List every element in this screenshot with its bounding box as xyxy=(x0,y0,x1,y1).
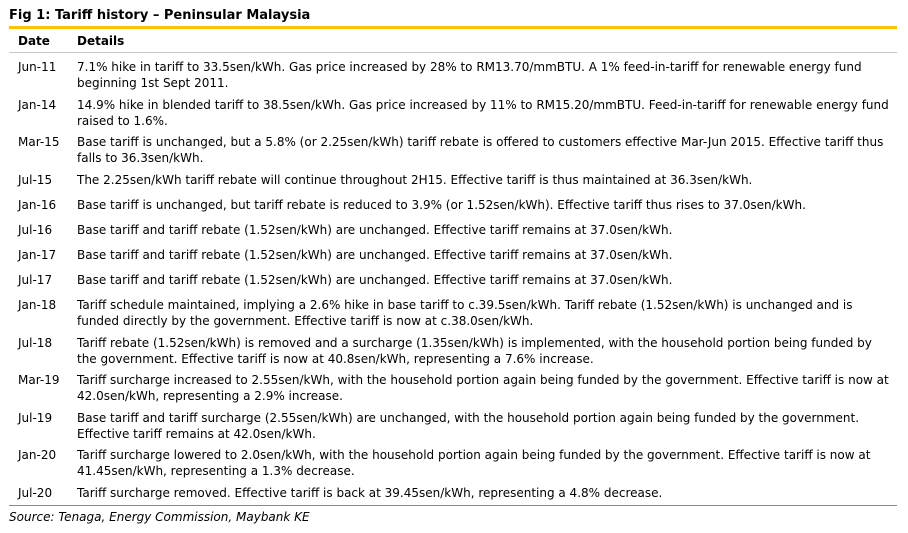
row-details: Tariff schedule maintained, implying a 2.6% hike in base tariff to c.39.5sen/kWh. Tariff rebate (1.52sen/kWh) is unchanged and is funded directly by the government. Effective tariff is now at c.38.0sen/kWh. xyxy=(77,298,853,328)
row-details: Tariff surcharge removed. Effective tariff is back at 39.45sen/kWh, representing a 4.8% decrease. xyxy=(77,486,663,500)
row-date: Jul-16 xyxy=(18,223,53,237)
row-details: 14.9% hike in blended tariff to 38.5sen/kWh. Gas price increased by 11% to RM15.20/mmBTU. Feed-in-tariff for renewable energy fund raised to 1.6%. xyxy=(77,98,889,128)
row-date: Jan-16 xyxy=(18,198,57,212)
row-details: Base tariff is unchanged, but tariff rebate is reduced to 3.9% (or 1.52sen/kWh). Effective tariff thus rises to 37.0sen/kWh. xyxy=(77,198,806,212)
row-date: Jan-14 xyxy=(18,98,57,112)
row-date: Jul-17 xyxy=(18,273,53,287)
row-details: Base tariff and tariff rebate (1.52sen/kWh) are unchanged. Effective tariff remains at 37.0sen/kWh. xyxy=(77,248,673,262)
row-details: The 2.25sen/kWh tariff rebate will continue throughout 2H15. Effective tariff is thus maintained at 36.3sen/kWh. xyxy=(77,173,753,187)
row-date: Mar-15 xyxy=(18,135,60,149)
row-date: Jul-19 xyxy=(18,411,53,425)
row-details: Tariff rebate (1.52sen/kWh) is removed and a surcharge (1.35sen/kWh) is implemented, with the household portion being funded by the government. Effective tariff is now at 40.8sen/kWh, representing a 7.6% increase. xyxy=(77,336,872,366)
title-accent-rule xyxy=(9,26,897,29)
figure-title: Fig 1: Tariff history – Peninsular Malaysia xyxy=(9,8,311,23)
row-details: Base tariff is unchanged, but a 5.8% (or 2.25sen/kWh) tariff rebate is offered to customers effective Mar-Jun 2015. Effective tariff thus falls to 36.3sen/kWh. xyxy=(77,135,884,165)
row-date: Jul-15 xyxy=(18,173,53,187)
row-details: Base tariff and tariff surcharge (2.55sen/kWh) are unchanged, with the household portion again being funded by the government. Effective tariff remains at 42.0sen/kWh. xyxy=(77,411,860,441)
column-header-details: Details xyxy=(77,34,125,48)
row-date: Jun-11 xyxy=(18,60,57,74)
table-bottom-divider xyxy=(9,505,897,506)
source-note: Source: Tenaga, Energy Commission, Maybank KE xyxy=(9,510,310,524)
row-date: Jan-17 xyxy=(18,248,57,262)
row-details: Base tariff and tariff rebate (1.52sen/kWh) are unchanged. Effective tariff remains at 37.0sen/kWh. xyxy=(77,223,673,237)
column-header-date: Date xyxy=(18,34,50,48)
row-date: Jul-20 xyxy=(18,486,53,500)
header-divider xyxy=(9,52,897,53)
row-date: Jan-18 xyxy=(18,298,57,312)
row-date: Mar-19 xyxy=(18,373,60,387)
row-details: Tariff surcharge lowered to 2.0sen/kWh, with the household portion again being funded by the government. Effective tariff is now at 41.45sen/kWh, representing a 1.3% decrease. xyxy=(77,448,871,478)
row-details: Base tariff and tariff rebate (1.52sen/kWh) are unchanged. Effective tariff remains at 37.0sen/kWh. xyxy=(77,273,673,287)
row-date: Jul-18 xyxy=(18,336,53,350)
row-details: Tariff surcharge increased to 2.55sen/kWh, with the household portion again being funded by the government. Effective tariff is now at 42.0sen/kWh, representing a 2.9% increase. xyxy=(77,373,889,403)
row-date: Jan-20 xyxy=(18,448,57,462)
row-details: 7.1% hike in tariff to 33.5sen/kWh. Gas price increased by 28% to RM13.70/mmBTU. A 1% feed-in-tariff for renewable energy fund beginning 1st Sept 2011. xyxy=(77,60,862,90)
